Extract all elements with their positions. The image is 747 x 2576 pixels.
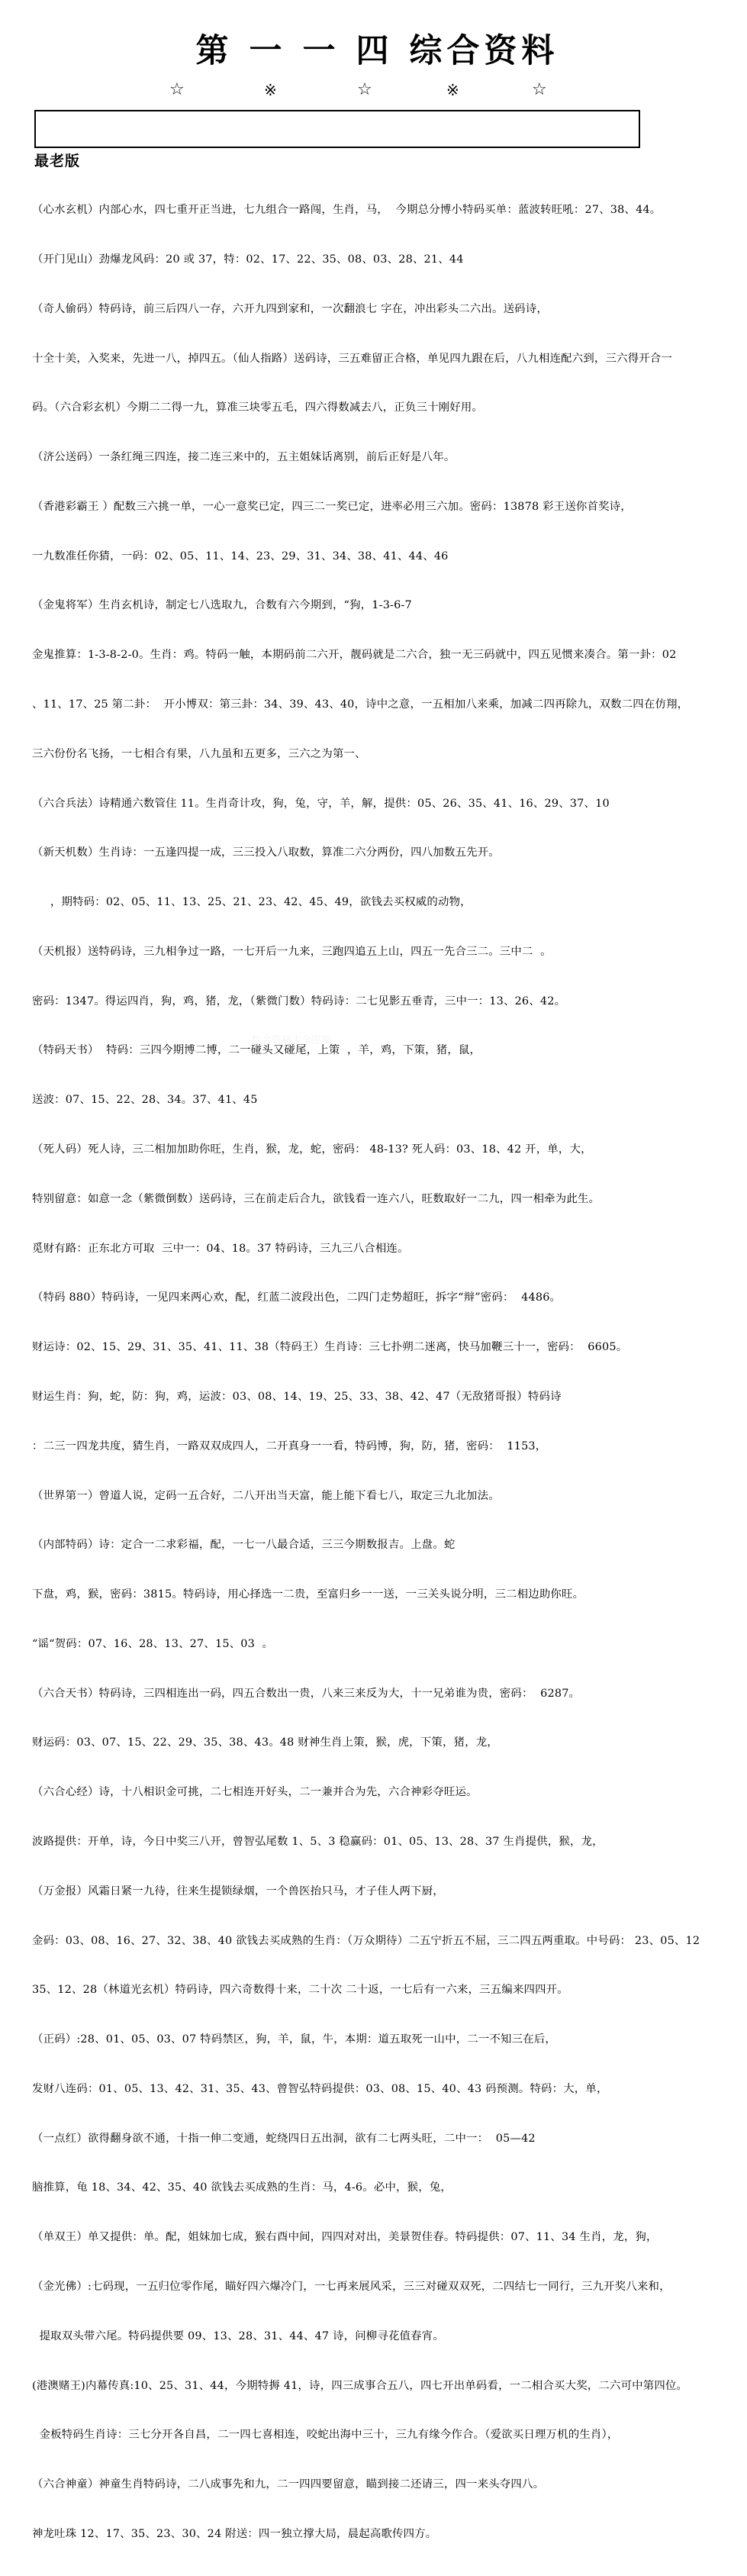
body-line: (港澳赌王)内幕传真:10、25、31、44，今期特搙 41，诗，四三成事合五八，四七开出单码看，一二相合买大奖，二六可中第四位。 bbox=[32, 2379, 688, 2392]
body-line: “谣“贺码：07、16、28、13、27、15、03 。 bbox=[32, 1637, 274, 1650]
sparkle-icon: ※ bbox=[264, 81, 277, 99]
body-line: ：二三一四龙共度，猜生肖，一路双双成四人，二开真身一一看，特码博，狗，防，猪，密码： 1153， bbox=[32, 1440, 547, 1452]
body-line: 金板特码生肖诗：三七分开各自昌，二一四七喜相连，咬蛇出海中三十，三九有缘今作合。（爱欲买日理万机的生肖）， bbox=[32, 2429, 619, 2442]
body-line: （六合兵法）诗精通六数管住 11。生肖奇计攻，狗，兔，守，羊，解，提供：05、26、35、41、16、29、37、10 bbox=[32, 797, 610, 810]
star-icon: ☆ bbox=[532, 80, 547, 99]
decorative-stars-row bbox=[0, 80, 747, 103]
body-line: （开门见山）劲爆龙风码：20 或 37，特：02、17、22、35、08、03、28、21、44 bbox=[32, 253, 464, 266]
body-line: （奇人偷码）特码诗，前三后四八一存，六开九四到家和，一次翻浪七 字在，冲出彩头二六出。送码诗， bbox=[32, 302, 548, 315]
body-line: （特码天书） 特码：三四今期博二博，二一碰头又碰尾，上策 ，羊，鸡，下策，猪，鼠， bbox=[32, 1044, 481, 1057]
body-line: （济公送码）一条红绳三四连，接二连三来中的，五主姐妹话离别，前后正好是八年。 bbox=[32, 451, 456, 464]
section-heading: 最老版 bbox=[34, 153, 81, 169]
star-icon: ☆ bbox=[169, 80, 185, 99]
sparkle-icon: ※ bbox=[446, 81, 459, 99]
body-line: 密码：1347。得运四肖，狗，鸡，猪，龙，（紫微门数）特码诗：二七见影五垂青，三中一：13、26、42。 bbox=[32, 995, 566, 1008]
body-line: （世界第一）曾道人说，定码一五合好，二八开出当天富，能上能下看七八，取定三九北加法。 bbox=[32, 1489, 500, 1502]
body-line: （金鬼将军）生肖玄机诗，制定七八选取九，合数有六今期到，“狗，1-3-6-7 bbox=[32, 599, 412, 612]
body-line: 发财八连码：01、05、13、42、31、35、43、曾智弘特码提供：03、08、15、40、43 码预测。特码：大，单， bbox=[32, 2082, 608, 2095]
body-line: 神龙吐珠 12、17、35、23、30、24 附送：四一独立撑大局，晨起高歌传四方。 bbox=[32, 2527, 437, 2540]
body-line: （六合天书）特码诗，三四相连出一码，四五合数出一贵，八来三来反为大，十一兄弟谁为贵，密码： 6287。 bbox=[32, 1687, 581, 1700]
body-line: （特码 880）特码诗，一见四来两心欢，配，红蓝二波段出色，二四门走势超旺，拆字“辩”密码： 4486。 bbox=[32, 1291, 562, 1304]
page-title: 第 一 一 四 综合资料 bbox=[195, 32, 559, 70]
body-line: 财运码：03、07、15、22、29、35、38、43。48 财神生肖上策，猴，虎，下策，猪，龙， bbox=[32, 1736, 498, 1749]
document-body bbox=[32, 169, 719, 2576]
body-line: 金码：03、08、16、27、32、38、40 欲钱去买成熟的生肖：（万众期待）二五宁折五不屈，三二四五两重取。中号码： 23、05、12 bbox=[32, 1934, 700, 1947]
body-line: （一点红）欲得翻身欲不通，十指一伸二变通，蛇绕四日五出洞，欲有二七两头旺，二中一： 05—42 bbox=[32, 2132, 536, 2145]
body-line: 送波：07、15、22、28、34。37、41、45 bbox=[32, 1094, 258, 1107]
body-line: 财运诗：02、15、29、31、35、41、11、38（特码王）生肖诗：三七扑朔二迷离，快马加鞭三十一，密码： 6605。 bbox=[32, 1341, 628, 1354]
body-line: 35、12、28（林道光玄机）特码诗，四六奇数得十来，二十次 二十返，一七后有一六来，三五编来四四开。 bbox=[32, 1984, 568, 1997]
body-line: 波路提供：开单，诗，今日中奖三八开，曾智弘尾数 1、5、3 稳赢码：01、05、13、28、37 生肖提供，猴，龙， bbox=[32, 1835, 604, 1848]
body-line: 、11、17、25 第二卦： 开小博双：第三卦：34、39、43、40，诗中之意，一五相加八来乘，加减二四再除九，双数二四在仿翔， bbox=[32, 698, 689, 711]
body-line: （六合神童）神童生肖特码诗，二八成事先和九，二一四四要留意，瞄到接二还请三，四一来头夺四八。 bbox=[32, 2478, 545, 2491]
body-line: 财运生肖：狗，蛇，防：狗，鸡，运波：03、08、14、19、25、33、38、42、47（无敌猪哥报）特码诗 bbox=[32, 1390, 562, 1403]
body-line: 特别留意：如意一念（紫微倒数）送码诗，三在前走后合九，欲钱看一连六八，旺数取好一二九，四一相牵为此生。 bbox=[32, 1192, 600, 1205]
body-line: ，期特码：02、05、11、13、25、21、23、42、45、49，欲钱去买权威的动物， bbox=[32, 896, 472, 909]
body-line: 提取双头带六尾。特码提供要 09、13、28、31、44、47 诗，问柳寻花值春宵。 bbox=[32, 2329, 444, 2342]
body-line: （心水玄机）内部心水，四七重开正当进，七九组合一路闯，生肖，马， 今期总分博小特码买单：蓝波转旺吼：27、38、44。 bbox=[32, 204, 662, 217]
body-line: （正码）:28、01、05、03、07 特码禁区，狗，羊，鼠，牛，本期：道五取死一山中，二一不知三在后， bbox=[32, 2033, 557, 2046]
body-line: （内部特码）诗：定合一二求彩福，配，一七一八最合适，三三今期数报吉。上盘。蛇 bbox=[32, 1539, 456, 1552]
empty-content-box[interactable] bbox=[34, 110, 640, 148]
body-line: （金光佛）:七码现，一五归位零作尾，瞄好四六爆冷门，一七再来展风采，三三对碰双双死，二四结七一同行，三九开奖八来和， bbox=[32, 2281, 671, 2293]
body-line: （六合心经）诗，十八相识金可挑，二七相连开好头，二一兼并合为先，六合神彩夺旺运。 bbox=[32, 1786, 478, 1799]
body-line: 脑推算，龟 18、34、42、35、40 欲钱去买成熟的生肖：马，4-6。必中，猴，兔， bbox=[32, 2181, 452, 2194]
body-line: （新天机数）生肖诗：一五逢四提一成，三三投入八取数，算准二六分两份，四八加数五先开。 bbox=[32, 846, 500, 859]
body-line: 三六份份名飞扬，一七相合有果，八九虽和五更多，三六之为第一、 bbox=[32, 747, 366, 760]
body-line: 一九数准任你猜，一码：02、05、11、14、23、29、31、34、38、41、44、46 bbox=[32, 550, 449, 563]
body-line: （死人码）死人诗，三二相加加助你旺，生肖，猴，龙，蛇，密码： 48-13? 死人码：03、18、42 开，单，大， bbox=[32, 1143, 592, 1156]
body-line: （香港彩霸王 ）配数三六挑一单，一心一意奖已定，四三二一奖已定，进率必用三六加。密码：13878 彩王送你首奖诗， bbox=[32, 500, 632, 513]
star-icon: ☆ bbox=[357, 80, 372, 99]
footer-watermark: 综合资料大全图库 bbox=[252, 1035, 332, 1046]
body-line: 码。（六合彩玄机）今期二二得一九，算准三块零五毛，四六得数减去八，正负三十刚好用。 bbox=[32, 401, 484, 414]
body-line: （单双王）单又提供：单。配，姐妹加七成，猴右酉中间，四四对对出，美景贺佳春。特码提供：07、11、34 生肖，龙，狗， bbox=[32, 2231, 658, 2244]
body-line: 金鬼推算：1-3-8-2-0。生肖：鸡。特码一触，本期码前二六开，靓码就是二六合，独一无三码就中，四五见惯来凑合。第一卦：02 bbox=[32, 649, 677, 662]
body-line: 觅财有路：正东北方可取 三中一：04、18。37 特码诗，三九三八合相连。 bbox=[32, 1242, 409, 1255]
body-line: （天机报）送特码诗，三九相争过一路，一七开后一九来，三跑四追五上山，四五一先合三二。三中二 。 bbox=[32, 945, 552, 958]
body-line: 下盘，鸡，猴，密码：3815。特码诗，用心择选一二贵，至富归乡一一送，一三关头说分明，三二相边助你旺。 bbox=[32, 1588, 584, 1601]
body-line: （万金报）风霜日紧一九待，往来生提锁绿烟，一个兽医抬只马，才子佳人两下厨， bbox=[32, 1884, 444, 1897]
body-line: 十全十美，入奖来，先进一八，掉四五。（仙人指路）送码诗，三五难留正合格，单见四九跟在后，八九相连配六到，三六得开合一 bbox=[32, 352, 673, 365]
